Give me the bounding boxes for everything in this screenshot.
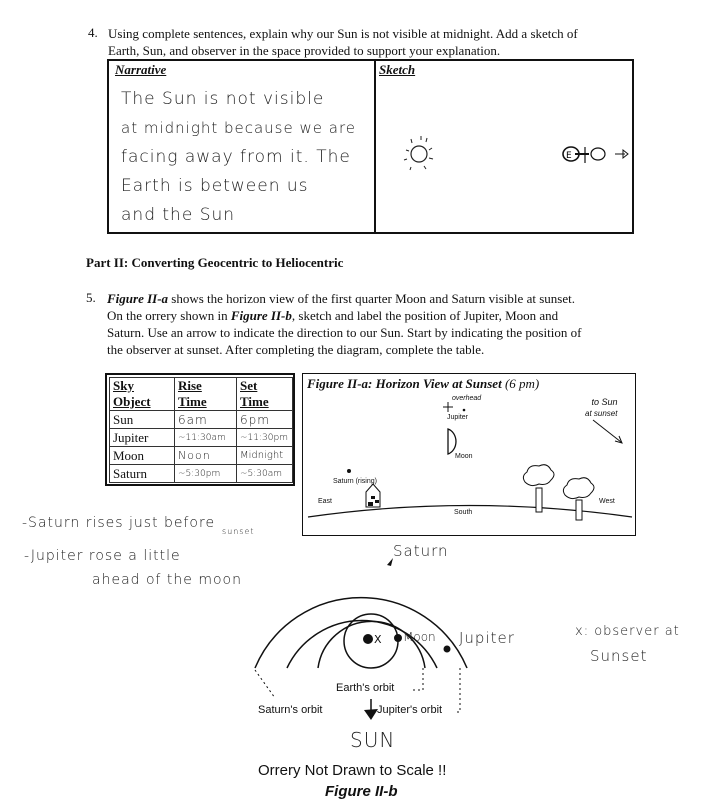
header-set-time: Set Time: [237, 378, 293, 411]
table-row: [110, 411, 293, 429]
cell-object: Moon: [110, 447, 175, 465]
earth-orbit-label: Earth's orbit: [336, 682, 395, 694]
jupiter-dot-icon: [444, 646, 451, 653]
sun-sketch-icon: [404, 136, 433, 170]
question-4-prompt: [108, 25, 648, 59]
narrative-line: and the Sun: [121, 205, 236, 225]
cell-set[interactable]: 6pm: [237, 411, 293, 429]
narrative-header: Narrative: [115, 62, 167, 77]
earth-dot-icon: [363, 634, 373, 644]
header-sky-object: Sky Object: [110, 378, 175, 411]
orrery-caption: Orrery Not Drawn to Scale !!: [258, 762, 447, 779]
figure-2a-title: Figure II-a: Horizon View at Sunset (6 pm): [307, 376, 540, 391]
cell-set[interactable]: Midnight: [237, 447, 293, 465]
observer-note-line-1: x: observer at: [575, 624, 680, 639]
cell-object: Jupiter: [110, 429, 175, 447]
note-ahead-of-moon: ahead of the moon: [92, 572, 242, 588]
earth-orbit-arc: [318, 621, 425, 668]
table-row: [110, 429, 293, 447]
figure-2b-label: Figure II-b: [325, 783, 398, 800]
figure-2a-ref: Figure II-a: [107, 291, 169, 306]
south-label: South: [454, 509, 473, 516]
east-label: East: [318, 498, 333, 505]
table-row: [110, 465, 293, 483]
saturn-dot-icon: [347, 469, 351, 473]
question-4-line-2: Earth, Sun, and observer in the space provided to support your explanation.: [108, 43, 501, 58]
note-saturn-rise-sup: sunset: [222, 527, 255, 536]
narrative-line: Earth is between us: [121, 176, 309, 196]
table-row: [110, 447, 293, 465]
observer-note-line-2: Sunset: [590, 647, 648, 665]
question-4-number: 4.: [88, 25, 98, 40]
figure-2a-horizon-view: [302, 373, 636, 536]
question-5-line-2-rest: , sketch and label the position of Jupiter, Moon and: [291, 308, 559, 323]
jupiter-orbit-label: Jupiter's orbit: [377, 704, 443, 716]
earth-sketch-label: E: [566, 151, 572, 161]
sun-orrery-label: SUN: [350, 728, 396, 752]
moon-horizon-label: Moon: [455, 453, 473, 460]
part-2-heading: Part II: Converting Geocentric to Heliocentric: [86, 255, 344, 270]
jupiter-orbit-arc: [287, 621, 437, 668]
question-5-line-3: Saturn. Use an arrow to indicate the direction to our Sun. Start by indicating the position of: [107, 325, 582, 340]
question-4-line-1: Using complete sentences, explain why our Sun is not visible at midnight. Add a sketch of: [108, 26, 578, 41]
question-5-line-2: [107, 307, 647, 324]
moon-orrery-label: Moon: [403, 630, 436, 644]
saturn-horizon-label: Saturn (rising): [333, 478, 377, 485]
note-saturn-rise: -Saturn rises just before: [22, 515, 216, 531]
narrative-line: at midnight because we are: [121, 119, 357, 137]
jupiter-horizon-label: Jupiter: [447, 414, 469, 421]
tree-icon: [523, 465, 554, 512]
header-rise-time: Rise Time: [175, 378, 237, 411]
cell-rise[interactable]: ~5:30pm: [175, 465, 237, 483]
sketch-drawing: [377, 81, 632, 231]
jupiter-dot-icon: [463, 409, 466, 412]
overhead-marker-icon: [443, 402, 453, 412]
cell-rise[interactable]: ~11:30am: [175, 429, 237, 447]
sketch-header: Sketch: [379, 62, 416, 77]
sun-direction-arrow-icon: [593, 420, 621, 442]
moon-quarter-icon: [448, 429, 456, 454]
jupiter-orrery-label: Jupiter: [459, 629, 515, 647]
figure-2b-ref: Figure II-b: [230, 308, 292, 323]
house-icon: [366, 484, 380, 507]
cell-rise[interactable]: Noon: [175, 447, 237, 465]
narrative-line: The Sun is not visible: [121, 89, 325, 109]
narrative-answer[interactable]: [121, 85, 376, 230]
sky-object-table: [105, 373, 295, 486]
west-label: West: [599, 498, 615, 505]
question-5-line-1-text: shows the horizon view of the first quarter Moon and Saturn visible at sunset.: [168, 291, 575, 306]
cell-set[interactable]: ~11:30pm: [237, 429, 293, 447]
saturn-orrery-label: Saturn: [393, 542, 449, 560]
question-5-prompt: [107, 290, 647, 358]
cell-rise[interactable]: 6am: [175, 411, 237, 429]
note-jupiter-rose: -Jupiter rose a little: [24, 548, 181, 564]
question-5-line-1: [107, 290, 647, 307]
overhead-label: overhead: [452, 395, 482, 402]
earth-sketch-icon: [563, 147, 628, 163]
moon-dot-icon: [394, 634, 402, 642]
table-header-row: [110, 378, 293, 411]
cell-object: Saturn: [110, 465, 175, 483]
cell-object: Sun: [110, 411, 175, 429]
to-sun-label: to Sun at sunset: [585, 397, 618, 418]
question-5-line-4: the observer at sunset. After completing the diagram, complete the table.: [107, 342, 485, 357]
narrative-line: facing away from it. The: [121, 147, 351, 167]
observer-note: [575, 620, 680, 668]
tree-icon: [563, 478, 594, 520]
saturn-orbit-label: Saturn's orbit: [258, 704, 323, 716]
question-5-line-2-start: On the orrery shown in: [107, 308, 231, 323]
observer-mark: X: [374, 633, 382, 646]
question-5-number: 5.: [86, 290, 96, 305]
cell-set[interactable]: ~5:30am: [237, 465, 293, 483]
answer-box: [107, 59, 634, 234]
